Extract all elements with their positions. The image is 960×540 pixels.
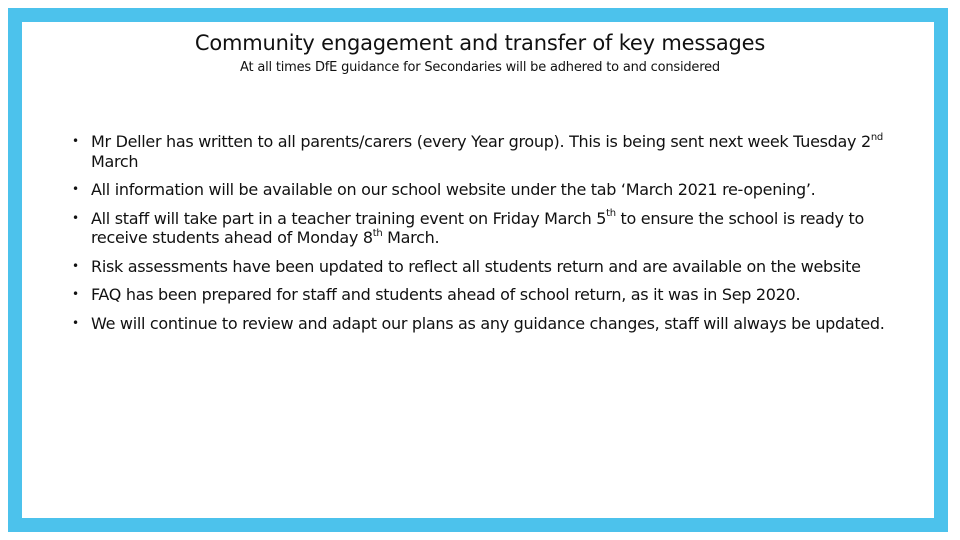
bullet-icon: • xyxy=(72,258,79,273)
bullet-superscript: nd xyxy=(870,131,883,143)
bullet-text: All information will be available on our school website under the tab ‘March 2021 re-opening’. xyxy=(91,180,816,199)
bullet-text-continued: March xyxy=(91,151,139,171)
slide-title: Community engagement and transfer of key messages xyxy=(194,31,766,55)
bullet-text-continued: to ensure the school is ready to receive students ahead of Monday 8 xyxy=(91,208,864,247)
bullet-text: Mr Deller has written to all parents/carers (every Year group). This is being sent next week Tuesday 2 xyxy=(91,132,871,151)
bullet-text: We will continue to review and adapt our plans as any guidance changes, staff will always be updated. xyxy=(91,313,885,333)
bullet-list xyxy=(72,132,902,342)
bullet-item xyxy=(72,257,902,277)
bullet-item xyxy=(72,180,902,200)
bullet-item xyxy=(72,285,902,305)
bullet-text: Risk assessments have been updated to reflect all students return and are available on the website xyxy=(91,256,861,276)
bullet-icon: • xyxy=(72,210,79,225)
bullet-item xyxy=(72,209,902,248)
bullet-icon: • xyxy=(72,182,79,196)
slide-subtitle: At all times DfE guidance for Secondaries will be adhered to and considered xyxy=(240,60,720,75)
bullet-item xyxy=(72,132,902,171)
bullet-icon: • xyxy=(72,287,79,301)
bullet-item xyxy=(72,314,902,334)
bullet-superscript-2: th xyxy=(372,227,383,239)
bullet-text: All staff will take part in a teacher training event on Friday March 5 xyxy=(91,208,607,228)
bullet-superscript: th xyxy=(606,208,616,220)
bullet-text-end: March. xyxy=(382,228,440,247)
bullet-text: FAQ has been prepared for staff and students ahead of school return, as it was in Sep 2020. xyxy=(91,285,801,304)
bullet-icon: • xyxy=(72,315,79,330)
bullet-icon: • xyxy=(72,134,79,148)
